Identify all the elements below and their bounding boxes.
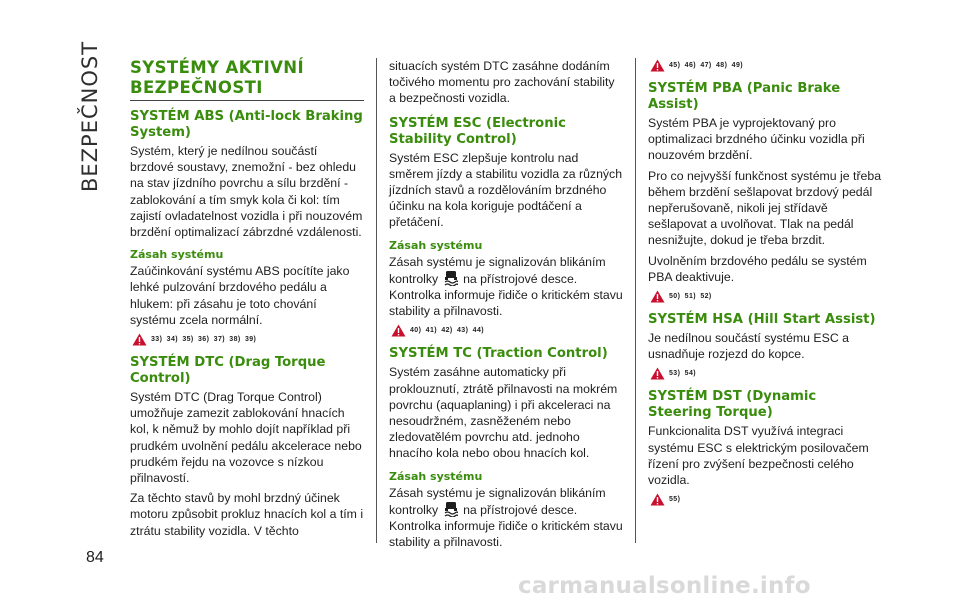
hsa-text: Je nedílnou součástí systému ESC a usnadňuje rozjezd do kopce. (648, 331, 849, 362)
esc-sub-text-a: Zásah systému je signalizován blikáním kontrolky (389, 254, 606, 286)
dtc-continued-text: situacích systém DTC zasáhne dodáním točivého momentu pro zachování stability a bezpečnosti vozidla. (389, 59, 615, 106)
warning-triangle-icon (650, 367, 665, 380)
warning-reference (650, 59, 882, 72)
warning-numbers: 53) 54) (669, 370, 696, 378)
dtc-heading: SYSTÉM DTC (Drag Torque Control) (130, 355, 326, 387)
abs-sub-text: Zaúčinkování systému ABS pocítíte jako lehké pulzování brzdového pedálu a hlukem: při zásahu je toto chování systému zcela normální. (130, 264, 350, 327)
esc-sub-text-b: na přístrojové desce. Kontrolka informuje řidiče o kritickém stavu stability a přilnavosti. (389, 271, 623, 319)
page-number: 84 (86, 549, 104, 566)
esc-warning-light-icon (444, 270, 458, 286)
esc-heading: SYSTÉM ESC (Electronic Stability Control) (389, 115, 566, 147)
pba-text: Uvolněním brzdového pedálu se systém PBA deaktivuje. (648, 253, 867, 284)
pba-heading: SYSTÉM PBA (Panic Brake Assist) (648, 81, 841, 112)
warning-reference (391, 324, 623, 337)
dst-heading: SYSTÉM DST (Dynamic Steering Torque) (648, 389, 817, 421)
pba-text: Systém PBA je vyprojektovaný pro optimalizaci brzdného účinku vozidla při nouzovém brzdění. (648, 116, 865, 163)
esc-subheading: Zásah systému (389, 238, 483, 252)
tc-sub-text-b: na přístrojové desce. Kontrolka informuje řidiče o kritickém stavu stability a přilnavosti. (389, 502, 623, 550)
watermark: carmanualsonline.info (518, 573, 811, 599)
warning-triangle-icon (391, 324, 406, 337)
warning-numbers: 50) 51) 52) (669, 293, 712, 301)
warning-reference (650, 367, 882, 380)
warning-reference (650, 290, 882, 303)
warning-numbers: 55) (669, 496, 681, 504)
esc-text: Systém ESC zlepšuje kontrolu nad směrem jízdy a stabilitu vozidla za různých jízdních stavů a rozdělováním brzdného účinku na kola koriguje podtáčení a přetáčení. (389, 150, 623, 230)
dtc-text: Za těchto stavů by mohl brzdný účinek motoru způsobit prokluz hnacích kol a tím i ztrátu stability vozidla. V těchto (130, 491, 364, 538)
warning-triangle-icon (650, 493, 665, 506)
warning-triangle-icon (650, 290, 665, 303)
warning-numbers: 40) 41) 42) 43) 44) (410, 327, 484, 335)
tc-sub-text (389, 485, 623, 551)
esc-sub-text (389, 254, 623, 320)
column-2 (389, 58, 623, 554)
section-title: BEZPEČNOST (78, 40, 102, 192)
warning-triangle-icon (132, 333, 147, 346)
abs-heading: SYSTÉM ABS (Anti-lock Braking System) (130, 109, 363, 140)
warning-numbers: 33) 34) 35) 36) 37) 38) 39) (151, 336, 257, 344)
hsa-heading: SYSTÉM HSA (Hill Start Assist) (648, 312, 876, 328)
abs-text: Systém, který je nedílnou součástí brzdové soustavy, znemožní - bez ohledu na stav jízdního povrchu a sílu brzdění - zablokování a tím smyk kola či kol: tím zajistí ovladatelnost vozidla i při nouzovém brzdění optimalizací zábrzdné vzdálenosti. (130, 144, 363, 240)
column-1 (130, 58, 364, 543)
tc-text: Systém zasáhne automaticky při proklouznutí, ztrátě přilnavosti na mokrém povrchu (aquaplaning) i při akceleraci na nesoudržném, zasněženém nebo zledovatělém povrchu atd. jednoho hnacího kola nebo obou hnacích kol. (389, 365, 618, 461)
tc-sub-text-a: Zásah systému je signalizován blikáním kontrolky (389, 485, 606, 517)
warning-reference (132, 333, 364, 346)
column-divider (635, 58, 636, 543)
tc-heading: SYSTÉM TC (Traction Control) (389, 346, 608, 362)
pba-text: Pro co nejvyšší funkčnost systému je třeba během brzdění sešlapovat brzdový pedál nepřerušovaně, nikoli jej střídavě sešlapovat a uvolňovat. Tlak na pedál nesnižujte, dokud je třeba brzdit. (648, 168, 882, 248)
esc-warning-light-icon (444, 501, 458, 517)
warning-numbers: 45) 46) 47) 48) 49) (669, 62, 743, 69)
dst-text: Funkcionalita DST využívá integraci systému ESC s elektrickým posilovačem řízení pro zvýšení bezpečnosti celého vozidla. (648, 424, 869, 488)
column-3 (648, 58, 882, 511)
warning-reference (650, 493, 882, 506)
column-divider (376, 58, 377, 543)
page-heading: SYSTÉMY AKTIVNÍ BEZPEČNOSTI (130, 58, 364, 101)
tc-subheading: Zásah systému (389, 469, 483, 483)
dtc-text: Systém DTC (Drag Torque Control) umožňuje zamezit zablokování hnacích kol, k němuž by mohlo dojít například při prudkém uvolnění pedálu akcelerace nebo prudkém řejdu na vozovce s nízkou přilnavostí. (130, 390, 362, 486)
warning-triangle-icon (650, 59, 665, 72)
abs-subheading: Zásah systému (130, 248, 224, 262)
